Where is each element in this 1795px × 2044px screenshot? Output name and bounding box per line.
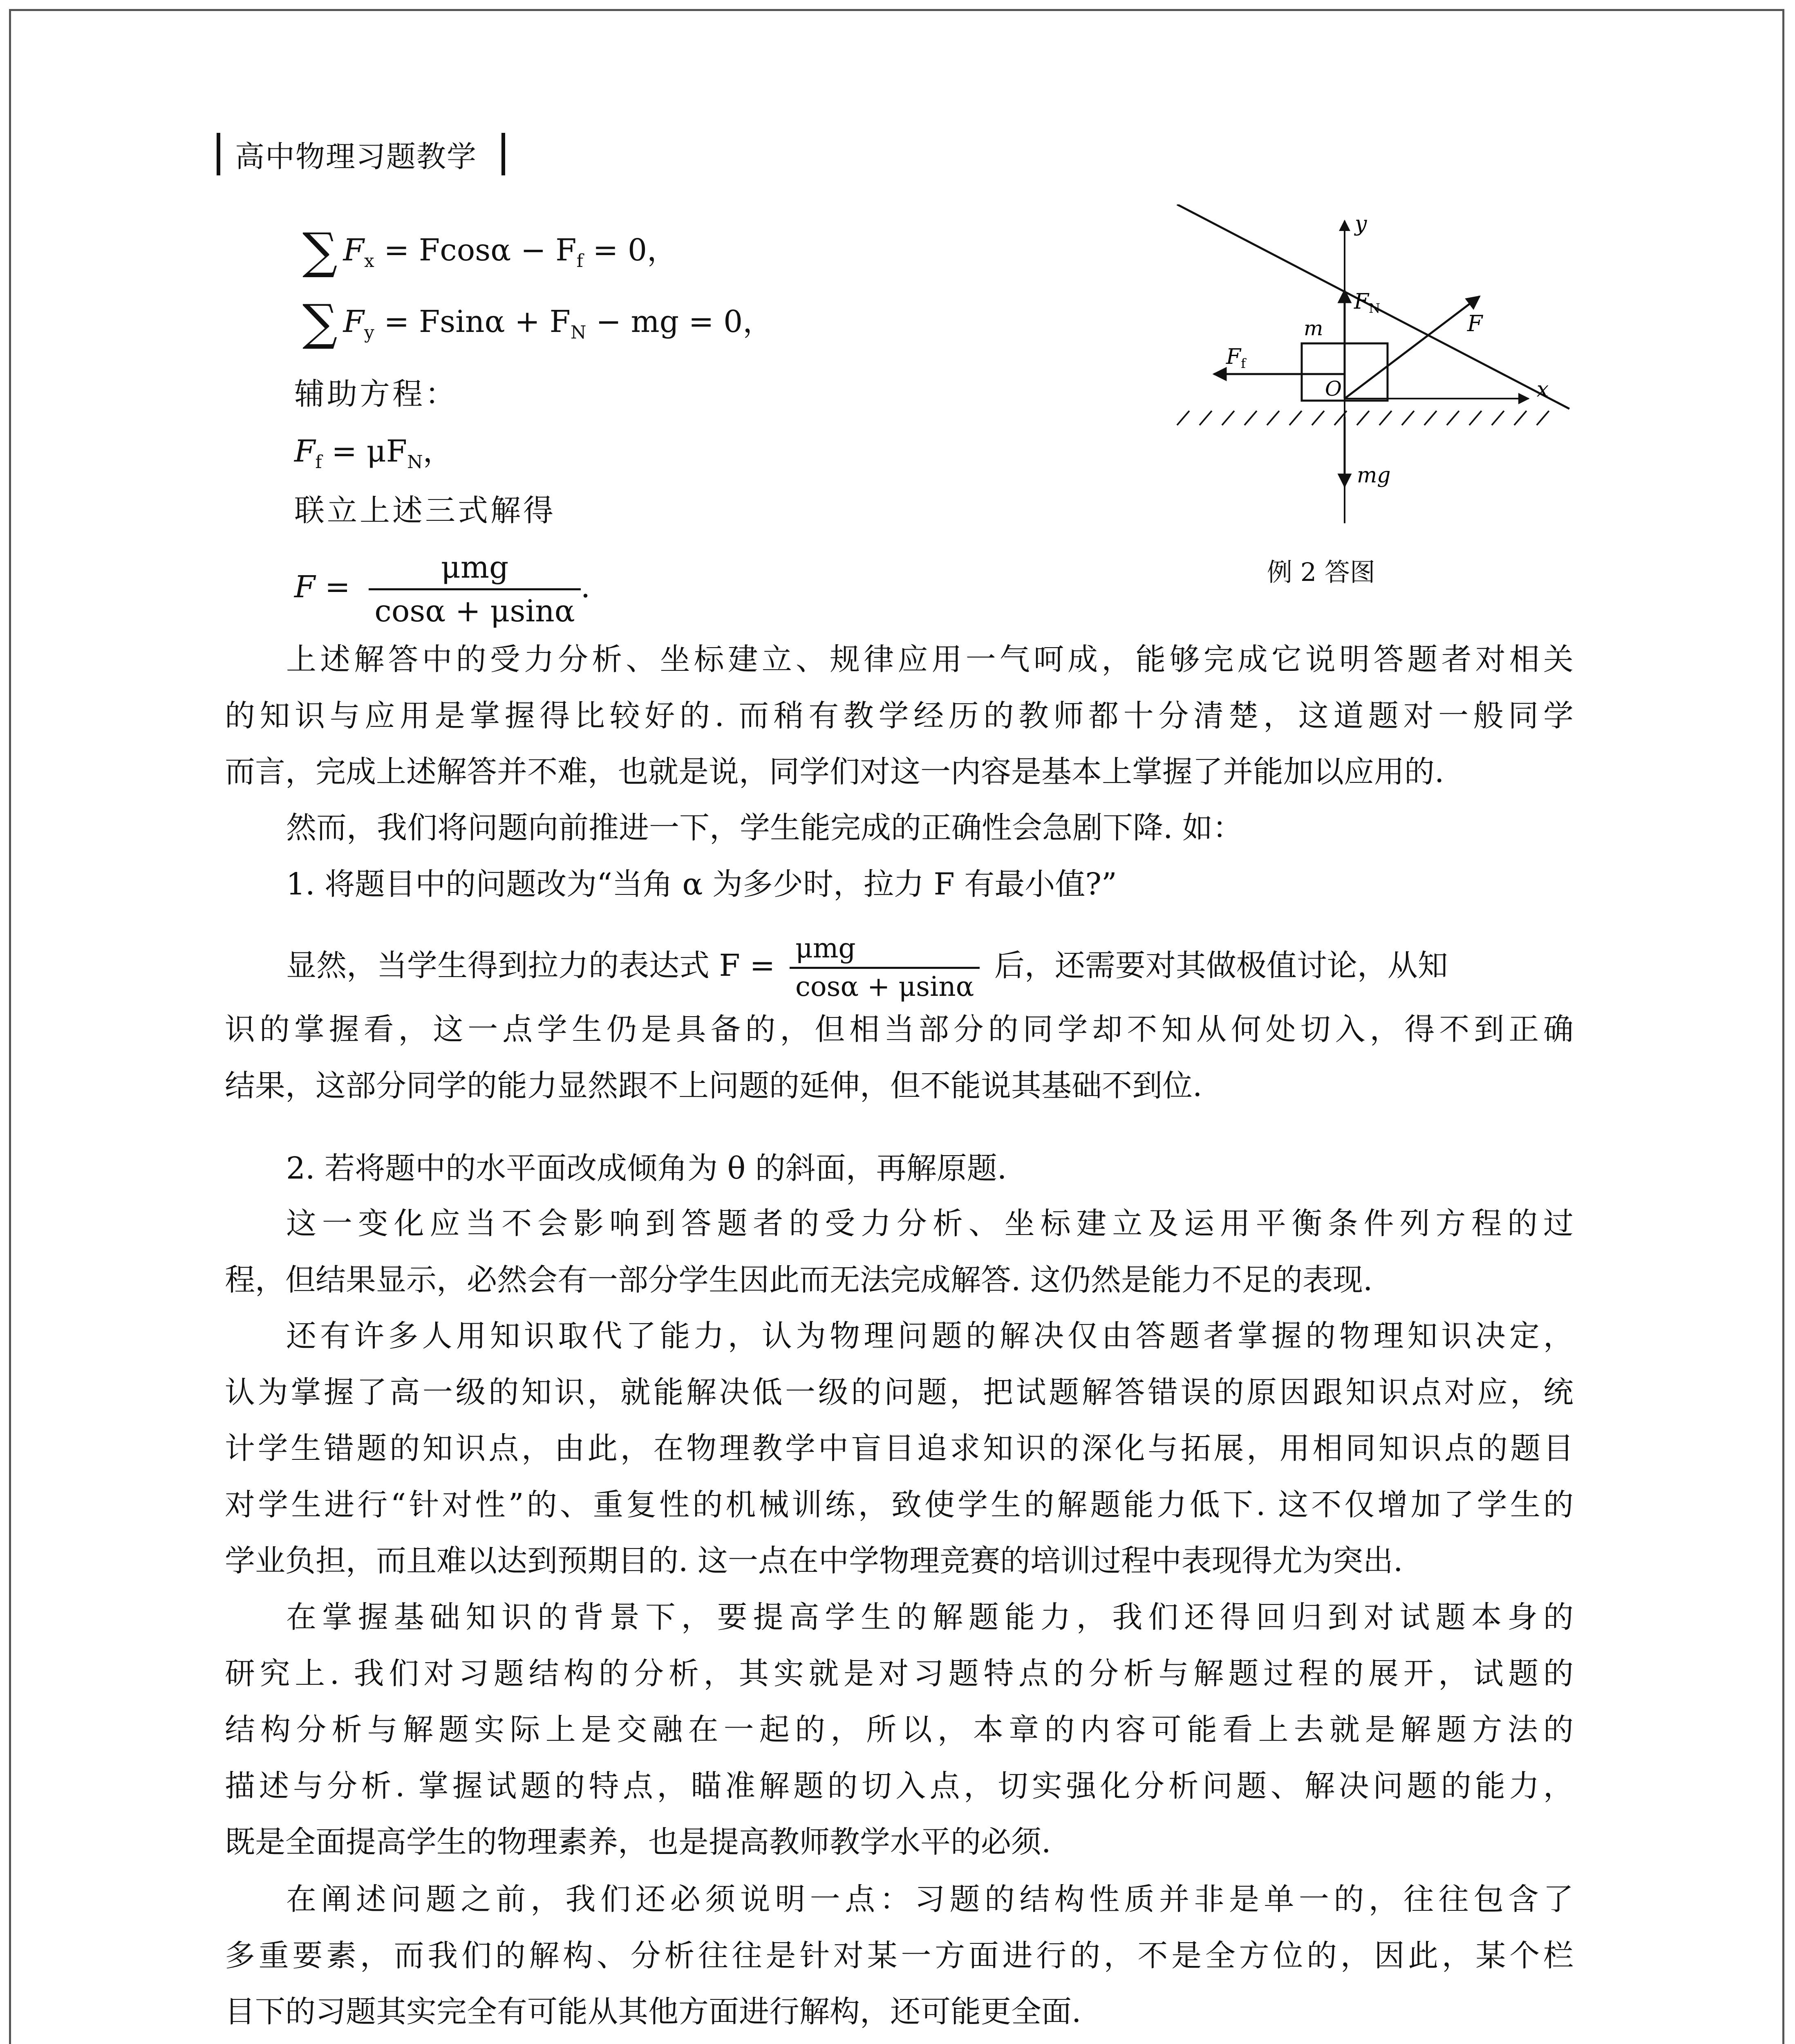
figure-caption: 例 2 答图 (1267, 557, 1375, 587)
eq-term: = Fcosα − F (384, 233, 577, 268)
paragraph-line: 既是全面提高学生的物理素养，也是提高教师教学水平的必须. (225, 1824, 1051, 1860)
equation-sum-fy (302, 294, 773, 351)
paragraph-line: 还有许多人用知识取代了能力，认为物理问题的解决仅由答题者掌握的物理知识决定， (286, 1318, 1573, 1354)
paragraph-line: 多重要素，而我们的解构、分析往往是针对某一方面进行的，不是全方位的，因此，某个栏 (225, 1938, 1573, 1973)
paragraph-line: 计学生错题的知识点，由此，在物理教学中盲目追求知识的深化与拓展，用相同知识点的题目 (225, 1431, 1573, 1466)
paragraph-4 (225, 930, 1573, 1114)
inline-fraction (790, 934, 980, 1002)
paragraph-7 (225, 1308, 1573, 1589)
equation-result (294, 550, 590, 629)
running-head (217, 132, 505, 177)
fraction (369, 550, 580, 629)
ground-hatching (1177, 411, 1549, 425)
paragraph-2 (225, 800, 1573, 856)
running-head-title: 高中物理习题教学 (235, 139, 477, 174)
eq-subscript: N (570, 322, 586, 343)
inline-text: 显然，当学生得到拉力的表达式 F = (286, 948, 775, 983)
eq-subscript: N (407, 452, 423, 473)
paragraph-8 (225, 1589, 1573, 1871)
running-head-bar-left (217, 133, 220, 175)
paragraph-line: 结果，这部分同学的能力显然跟不上问题的延伸，但不能说其基础不到位. (225, 1068, 1202, 1103)
label-normal-sub: N (1369, 300, 1381, 316)
eq-subscript: f (315, 452, 322, 473)
paragraph-line: 认为掌握了高一级的知识，就能解决低一级的问题，把试题解答错误的原因跟知识点对应，统 (225, 1374, 1573, 1410)
paragraph-line: 学业负担，而且难以达到预期目的. 这一点在中学物理竞赛的培训过程中表现得尤为突出. (225, 1543, 1403, 1578)
eq-term: F (294, 434, 316, 469)
paragraph-line: 结构分析与解题实际上是交融在一起的，所以，本章的内容可能看上去就是解题方法的 (225, 1712, 1573, 1747)
equation-sum-fx (302, 223, 677, 280)
paragraph-line: 1. 将题目中的问题改为“当角 α 为多少时，拉力 F 有最小值?” (286, 867, 1117, 902)
paragraph-line: 在掌握基础知识的背景下，要提高学生的解题能力，我们还得回归到对试题本身的 (286, 1600, 1573, 1635)
paragraph-3 (225, 856, 1573, 913)
paragraph-line-with-fraction (225, 930, 1573, 1002)
aux-equation-label: 辅助方程： (294, 377, 458, 412)
eq-term: = μF (331, 434, 407, 469)
running-head-bar-right (501, 133, 505, 175)
equation-friction (294, 427, 453, 473)
paragraph-line: 描述与分析. 掌握试题的特点，瞄准解题的切入点，切实强化分析问题、解决问题的能力， (225, 1768, 1573, 1804)
sigma-symbol: ∑ (302, 294, 338, 351)
label-weight: mg (1357, 463, 1391, 488)
paragraph-line: 的知识与应用是掌握得比较好的. 而稍有教学经历的教师都十分清楚，这道题对一般同学 (225, 698, 1573, 733)
paragraph-1 (225, 632, 1573, 800)
force-diagram (1161, 204, 1590, 540)
label-mass: m (1304, 316, 1323, 340)
paragraph-line: 2. 若将题中的水平面改成倾角为 θ 的斜面，再解原题. (286, 1151, 1007, 1186)
paragraph-line: 对学生进行“针对性”的、重复性的机械训练，致使学生的解题能力低下. 这不仅增加了学生的 (225, 1487, 1573, 1522)
eq-subscript: x (364, 251, 374, 271)
paragraph-line: 研究上. 我们对习题结构的分析，其实就是对习题特点的分析与解题过程的展开，试题的 (225, 1656, 1573, 1691)
eq-term: F = (294, 569, 350, 605)
eq-term: = 0， (593, 233, 678, 268)
eq-subscript: y (364, 322, 374, 343)
eq-term: ， (423, 434, 453, 469)
paragraph-line: 程，但结果显示，必然会有一部分学生因此而无法完成解答. 这仍然是能力不足的表现. (225, 1262, 1373, 1298)
eq-term: F (343, 304, 365, 339)
eq-subscript: f (576, 251, 583, 271)
label-friction-main: F (1226, 345, 1241, 369)
fraction-numerator: μmg (795, 932, 856, 964)
paragraph-6 (225, 1196, 1573, 1308)
paragraph-line: 上述解答中的受力分析、坐标建立、规律应用一气呵成，能够完成它说明答题者对相关 (286, 642, 1573, 677)
solve-label: 联立上述三式解得 (294, 493, 556, 528)
label-normal-force (1354, 289, 1380, 316)
label-pull-force: F (1467, 311, 1483, 336)
paragraph-line: 在阐述问题之前，我们还必须说明一点：习题的结构性质并非是单一的，往往包含了 (286, 1882, 1573, 1917)
paragraph-line: 然而，我们将问题向前推进一下，学生能完成的正确性会急剧下降. 如： (286, 810, 1243, 845)
eq-term: F (343, 233, 365, 268)
label-friction-sub: f (1241, 356, 1246, 371)
label-normal-main: F (1354, 289, 1369, 314)
paragraph-line: 目下的习题其实完全有可能从其他方面进行解构，还可能更全面. (225, 1994, 1081, 2029)
label-x: x (1537, 377, 1549, 402)
paragraph-line: 而言，完成上述解答并不难，也就是说，同学们对这一内容是基本上掌握了并能加以应用的. (225, 754, 1444, 789)
eq-term: = Fsinα + F (384, 304, 571, 339)
label-origin: O (1325, 377, 1342, 401)
fraction-numerator: μmg (441, 550, 509, 585)
paragraph-line: 识的掌握看，这一点学生仍是具备的，但相当部分的同学却不知从何处切入，得不到正确 (225, 1012, 1573, 1047)
paragraph-5 (225, 1141, 1573, 1197)
eq-term: . (580, 569, 591, 605)
label-y: y (1355, 212, 1367, 236)
fraction-denominator: cosα + μsinα (790, 967, 980, 1002)
inline-text: 后，还需要对其做极值讨论，从知 (994, 948, 1448, 983)
eq-term: − mg = 0， (596, 304, 773, 339)
label-friction-force (1226, 345, 1247, 371)
paragraph-line: 这一变化应当不会影响到答题者的受力分析、坐标建立及运用平衡条件列方程的过 (286, 1206, 1573, 1241)
sigma-symbol: ∑ (302, 223, 338, 280)
paragraph-9 (225, 1871, 1573, 2040)
fraction-denominator: cosα + μsinα (369, 588, 580, 629)
